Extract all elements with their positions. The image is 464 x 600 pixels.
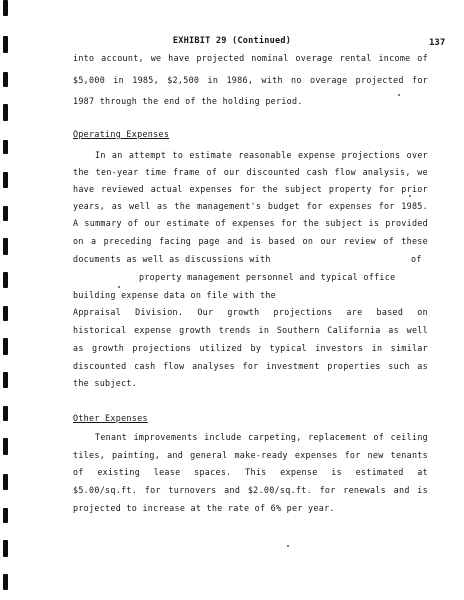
text-line: projected to increase at the rate of 6% per year. (73, 503, 335, 513)
scan-speck (118, 286, 120, 288)
binding-mark (3, 306, 8, 321)
text-line: years, as well as the management's budget for expenses for 1985. (73, 201, 428, 211)
exhibit-title: EXHIBIT 29 (Continued) (172, 36, 292, 46)
binding-mark (3, 238, 8, 255)
text-line: building expense data on file with the (73, 290, 277, 300)
binding-mark (3, 438, 8, 455)
text-line: of existing lease spaces. This expense is estimated at (73, 467, 428, 477)
scan-speck (398, 94, 400, 96)
text-line: the ten-year time frame of our discounted cash flow analysis, we (73, 167, 428, 177)
binding-mark (3, 372, 8, 388)
binding-mark (3, 338, 8, 355)
text-line: the subject. (73, 378, 138, 388)
text-line: $5.00/sq.ft. for turnovers and $2.00/sq.ft. for renewals and is (73, 485, 428, 495)
section-heading: Operating Expenses (73, 129, 170, 139)
text-line: A summary of our estimate of expenses for the subject is provided (73, 218, 428, 228)
text-line: discounted cash flow analyses for investment properties such as (73, 361, 428, 371)
text-line: property management personnel and typical office (139, 272, 396, 282)
text-line: of (411, 254, 422, 264)
text-line: as growth projections utilized by typical investors in similar (73, 343, 428, 353)
binding-mark (3, 140, 8, 154)
text-line: Tenant improvements include carpeting, replacement of ceiling (95, 432, 428, 442)
text-line: documents as well as discussions with (73, 254, 271, 264)
text-line: In an attempt to estimate reasonable expense projections over (95, 150, 428, 160)
binding-mark (3, 72, 8, 87)
scan-speck (287, 545, 289, 547)
text-line: on a preceding facing page and is based on our review of these (73, 236, 428, 246)
page-number: 137 (429, 38, 446, 48)
text-line: have reviewed actual expenses for the subject property for prior (73, 184, 428, 194)
binding-mark (3, 474, 8, 490)
binding-mark (3, 406, 8, 421)
binding-mark (3, 574, 8, 590)
text-line: into account, we have projected nominal overage rental income of (73, 53, 428, 63)
text-line: 1987 through the end of the holding period. (73, 96, 303, 106)
binding-mark (3, 0, 8, 16)
text-line: tiles, painting, and general make-ready expenses for new tenants (73, 450, 428, 460)
text-line: historical expense growth trends in Southern California as well (73, 325, 428, 335)
binding-mark (3, 104, 8, 121)
text-line: $5,000 in 1985, $2,500 in 1986, with no overage projected for (73, 75, 428, 85)
scan-speck (409, 195, 411, 197)
binding-mark (3, 206, 8, 221)
binding-mark (3, 508, 8, 523)
binding-mark (3, 172, 8, 188)
binding-mark (3, 272, 8, 288)
text-line: Appraisal Division. Our growth projections are based on (73, 307, 428, 317)
section-heading: Other Expenses (73, 413, 148, 423)
binding-mark (3, 540, 8, 557)
